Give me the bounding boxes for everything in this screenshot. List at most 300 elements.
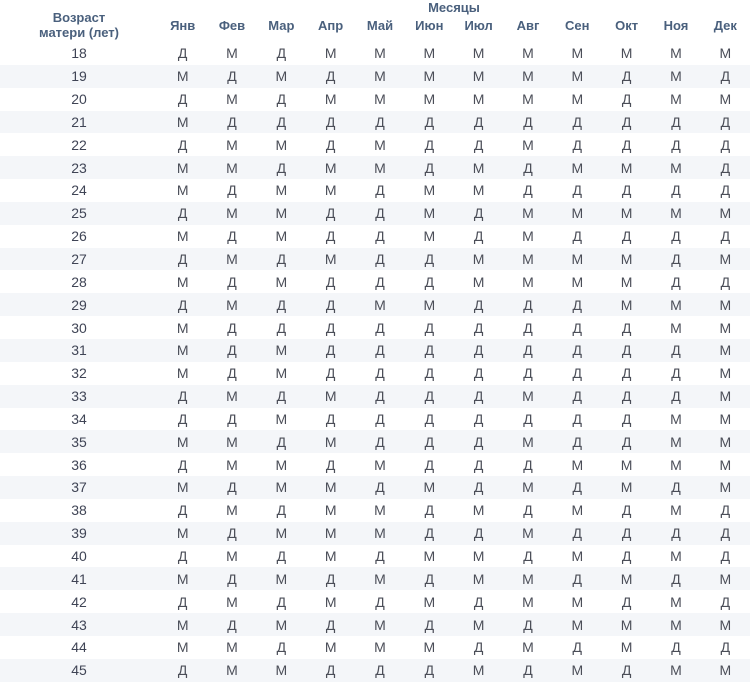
gender-cell: М [158,270,207,293]
gender-cell: М [553,65,602,88]
table-row [0,545,750,568]
gender-cell: Д [257,385,306,408]
gender-cell: М [207,156,256,179]
gender-cell: Д [454,522,503,545]
gender-cell: Д [602,88,651,111]
mother-age-cell: 20 [0,88,158,111]
gender-cell: Д [602,225,651,248]
table-row [0,339,750,362]
gender-cell: Д [503,156,552,179]
gender-cell: М [257,339,306,362]
gender-cell: Д [454,133,503,156]
mother-age-cell: 26 [0,225,158,248]
gender-cell: М [158,430,207,453]
gender-cell: Д [306,133,355,156]
mother-age-cell: 33 [0,385,158,408]
mother-age-cell: 39 [0,522,158,545]
gender-cell: Д [651,270,700,293]
age-header-line1: Возраст [52,10,106,25]
gender-cell: М [207,133,256,156]
gender-cell: Д [405,385,454,408]
gender-cell: Д [454,453,503,476]
gender-cell: Д [454,476,503,499]
gender-cell: М [158,522,207,545]
gender-cell: М [355,499,404,522]
table-row [0,42,750,65]
gender-cell: Д [503,545,552,568]
gender-cell: М [602,156,651,179]
gender-cell: М [207,453,256,476]
gender-cell: М [503,133,552,156]
gender-cell: М [257,659,306,682]
gender-cell: Д [306,453,355,476]
mother-age-cell: 43 [0,613,158,636]
mother-age-cell: 36 [0,453,158,476]
gender-cell: Д [207,225,256,248]
gender-cell: М [306,499,355,522]
gender-cell: М [701,248,750,271]
gender-cell: Д [651,362,700,385]
gender-cell: М [207,590,256,613]
gender-cell: Д [158,293,207,316]
gender-cell: М [454,179,503,202]
table-row [0,659,750,682]
gender-cell: М [651,156,700,179]
gender-cell: Д [158,248,207,271]
gender-cell: Д [207,65,256,88]
gender-cell: М [355,88,404,111]
gender-cell: М [553,453,602,476]
table-row [0,362,750,385]
gender-cell: М [306,476,355,499]
gender-cell: М [158,636,207,659]
gender-cell: Д [207,362,256,385]
gender-cell: Д [503,499,552,522]
gender-cell: М [651,545,700,568]
gender-cell: Д [405,613,454,636]
gender-cell: М [257,133,306,156]
gender-cell: Д [454,339,503,362]
gender-cell: Д [651,248,700,271]
table-row [0,430,750,453]
gender-cell: М [602,613,651,636]
gender-cell: Д [306,408,355,431]
gender-cell: Д [602,339,651,362]
gender-cell: Д [158,133,207,156]
gender-cell: М [503,636,552,659]
gender-cell: Д [503,339,552,362]
gender-cell: Д [306,111,355,134]
gender-cell: М [503,270,552,293]
month-header: Ноя [663,18,689,33]
gender-cell: Д [405,248,454,271]
gender-cell: М [306,545,355,568]
mother-age-cell: 25 [0,202,158,225]
gender-cell: Д [454,225,503,248]
gender-cell: М [207,293,256,316]
gender-cell: Д [602,133,651,156]
gender-cell: М [701,408,750,431]
gender-cell: М [207,88,256,111]
gender-cell: М [355,42,404,65]
gender-cell: М [454,613,503,636]
gender-cell: Д [454,385,503,408]
gender-cell: Д [454,590,503,613]
gender-cell: М [553,545,602,568]
gender-cell: М [207,248,256,271]
table-row [0,248,750,271]
mother-age-cell: 45 [0,659,158,682]
gender-cell: М [701,293,750,316]
gender-cell: Д [405,133,454,156]
gender-cell: М [602,202,651,225]
gender-cell: Д [701,225,750,248]
table-row [0,156,750,179]
mother-age-cell: 44 [0,636,158,659]
gender-cell: Д [355,316,404,339]
months-group-header: Месяцы [428,0,480,15]
gender-cell: Д [158,42,207,65]
table-header [0,0,750,42]
gender-cell: Д [602,590,651,613]
gender-cell: Д [651,111,700,134]
gender-cell: М [158,362,207,385]
gender-cell: М [701,430,750,453]
gender-cell: М [158,65,207,88]
gender-cell: М [355,65,404,88]
gender-cell: Д [355,339,404,362]
gender-cell: М [207,636,256,659]
gender-cell: М [651,613,700,636]
gender-cell: Д [701,133,750,156]
gender-cell: Д [405,499,454,522]
gender-cell: Д [405,659,454,682]
gender-cell: Д [257,590,306,613]
gender-cell: Д [306,270,355,293]
gender-cell: М [503,567,552,590]
gender-cell: М [701,42,750,65]
table-row [0,202,750,225]
mother-age-cell: 35 [0,430,158,453]
gender-cell: Д [257,430,306,453]
age-column-header [0,0,158,42]
mother-age-cell: 21 [0,111,158,134]
gender-cell: Д [257,248,306,271]
gender-cell: Д [158,88,207,111]
gender-cell: М [405,42,454,65]
gender-cell: М [454,567,503,590]
gender-cell: Д [306,293,355,316]
gender-cell: Д [553,362,602,385]
mother-age-cell: 23 [0,156,158,179]
gender-cell: Д [454,111,503,134]
gender-cell: Д [503,613,552,636]
gender-cell: М [207,545,256,568]
gender-cell: Д [602,111,651,134]
gender-cell: М [405,590,454,613]
gender-cell: Д [602,362,651,385]
gender-cell: Д [701,545,750,568]
gender-cell: М [651,65,700,88]
gender-cell: М [602,453,651,476]
gender-cell: Д [651,133,700,156]
gender-cell: Д [651,522,700,545]
gender-cell: М [701,567,750,590]
gender-cell: М [355,567,404,590]
gender-cell: М [602,567,651,590]
gender-cell: Д [503,453,552,476]
gender-cell: Д [207,111,256,134]
gender-cell: Д [454,362,503,385]
gender-cell: Д [503,316,552,339]
table-row [0,270,750,293]
gender-cell: Д [651,179,700,202]
table-row [0,133,750,156]
gender-cell: М [355,453,404,476]
table-row [0,476,750,499]
gender-cell: М [158,225,207,248]
table-row [0,316,750,339]
gender-cell: М [257,408,306,431]
gender-cell: М [306,88,355,111]
gender-cell: М [306,430,355,453]
gender-cell: М [306,156,355,179]
gender-cell: М [553,88,602,111]
gender-cell: М [602,248,651,271]
gender-cell: Д [405,339,454,362]
gender-cell: М [405,545,454,568]
gender-cell: М [306,636,355,659]
mother-age-cell: 18 [0,42,158,65]
gender-cell: М [701,385,750,408]
gender-cell: Д [701,111,750,134]
table-row [0,179,750,202]
mother-age-cell: 19 [0,65,158,88]
gender-cell: Д [306,65,355,88]
gender-cell: М [158,156,207,179]
gender-cell: М [602,293,651,316]
gender-cell: Д [602,316,651,339]
gender-cell: Д [355,270,404,293]
mother-age-cell: 30 [0,316,158,339]
gender-cell: Д [405,111,454,134]
gender-cell: Д [454,316,503,339]
gender-cell: Д [454,636,503,659]
gender-cell: М [405,88,454,111]
table-row [0,590,750,613]
gender-cell: М [651,202,700,225]
gender-cell: М [207,385,256,408]
gender-cell: Д [355,476,404,499]
gender-cell: Д [602,430,651,453]
gender-cell: Д [355,408,404,431]
mother-age-cell: 42 [0,590,158,613]
gender-cell: М [454,156,503,179]
gender-cell: М [651,453,700,476]
gender-cell: Д [405,453,454,476]
gender-cell: Д [405,567,454,590]
gender-cell: Д [306,202,355,225]
gender-cell: Д [405,408,454,431]
gender-cell: М [651,659,700,682]
gender-cell: М [553,156,602,179]
gender-cell: М [602,476,651,499]
gender-cell: Д [207,408,256,431]
gender-cell: Д [306,339,355,362]
gender-cell: Д [651,636,700,659]
mother-age-cell: 40 [0,545,158,568]
gender-cell: Д [602,545,651,568]
gender-cell: М [306,179,355,202]
gender-cell: Д [701,590,750,613]
gender-cell: М [553,202,602,225]
gender-cell: Д [454,430,503,453]
gender-cell: М [701,476,750,499]
gender-cell: Д [553,476,602,499]
month-header: Дек [713,18,737,33]
gender-cell: Д [553,339,602,362]
month-header: Июн [415,18,444,33]
gender-cell: Д [602,408,651,431]
gender-cell: Д [503,659,552,682]
table-row [0,408,750,431]
gender-cell: М [503,522,552,545]
gender-cell: М [355,133,404,156]
gender-cell: М [454,545,503,568]
table-row [0,499,750,522]
gender-cell: Д [602,522,651,545]
gender-cell: М [355,293,404,316]
gender-cell: Д [355,202,404,225]
gender-cell: Д [405,522,454,545]
gender-cell: Д [158,499,207,522]
gender-cell: Д [306,613,355,636]
gender-cell: Д [355,430,404,453]
gender-cell: М [701,453,750,476]
month-header: Апр [318,18,344,33]
gender-cell: Д [405,270,454,293]
gender-cell: Д [158,202,207,225]
gender-cell: М [602,636,651,659]
gender-cell: Д [306,659,355,682]
gender-cell: Д [158,659,207,682]
table-row [0,522,750,545]
table-row [0,65,750,88]
table-row [0,88,750,111]
gender-cell: Д [158,590,207,613]
gender-cell: Д [701,636,750,659]
gender-cell: Д [553,293,602,316]
gender-cell: Д [651,476,700,499]
gender-cell: Д [503,408,552,431]
gender-cell: М [503,202,552,225]
gender-cell: Д [257,111,306,134]
gender-cell: М [454,499,503,522]
gender-cell: Д [355,179,404,202]
gender-cell: М [257,362,306,385]
gender-cell: Д [207,476,256,499]
gender-cell: М [553,42,602,65]
gender-cell: Д [553,385,602,408]
mother-age-cell: 28 [0,270,158,293]
gender-cell: М [158,339,207,362]
gender-cell: Д [602,385,651,408]
gender-cell: Д [306,225,355,248]
gender-cell: М [207,42,256,65]
gender-cell: Д [553,133,602,156]
month-header: Сен [565,18,590,33]
mother-age-cell: 24 [0,179,158,202]
gender-cell: М [651,408,700,431]
gender-cell: М [602,42,651,65]
gender-cell: М [651,88,700,111]
gender-cell: М [158,476,207,499]
table-row [0,111,750,134]
gender-cell: М [503,476,552,499]
gender-cell: М [306,248,355,271]
gender-cell: Д [701,156,750,179]
gender-cell: Д [207,339,256,362]
gender-cell: М [651,42,700,65]
table-row [0,636,750,659]
gender-cell: М [503,42,552,65]
gender-cell: Д [503,362,552,385]
mother-age-cell: 32 [0,362,158,385]
gender-cell: М [553,590,602,613]
mother-age-cell: 27 [0,248,158,271]
gender-cell: Д [651,567,700,590]
gender-cell: Д [257,88,306,111]
gender-cell: Д [553,408,602,431]
gender-cell: М [701,316,750,339]
age-header-line2: матери (лет) [39,25,119,40]
month-header: Янв [170,18,196,33]
gender-cell: Д [355,545,404,568]
gender-cell: М [405,476,454,499]
gender-cell: Д [355,111,404,134]
gender-cell: М [405,202,454,225]
gender-cell: М [503,225,552,248]
gender-cell: Д [207,567,256,590]
gender-cell: Д [355,659,404,682]
gender-cell: М [405,293,454,316]
gender-cell: М [306,42,355,65]
gender-cell: Д [651,385,700,408]
gender-cell: Д [257,636,306,659]
gender-cell: Д [405,362,454,385]
gender-cell: М [553,248,602,271]
gender-cell: Д [454,408,503,431]
gender-cell: М [355,613,404,636]
gender-cell: Д [602,499,651,522]
gender-cell: Д [405,430,454,453]
gender-cell: Д [503,179,552,202]
gender-cell: Д [553,111,602,134]
mother-age-cell: 41 [0,567,158,590]
gender-cell: М [503,590,552,613]
gender-cell: М [503,248,552,271]
gender-cell: М [405,179,454,202]
gender-cell: М [651,293,700,316]
gender-cell: Д [207,270,256,293]
gender-cell: М [158,316,207,339]
mother-age-cell: 37 [0,476,158,499]
gender-cell: Д [553,179,602,202]
gender-cell: Д [257,156,306,179]
mother-age-cell: 29 [0,293,158,316]
gender-cell: М [355,636,404,659]
gender-cell: М [257,179,306,202]
